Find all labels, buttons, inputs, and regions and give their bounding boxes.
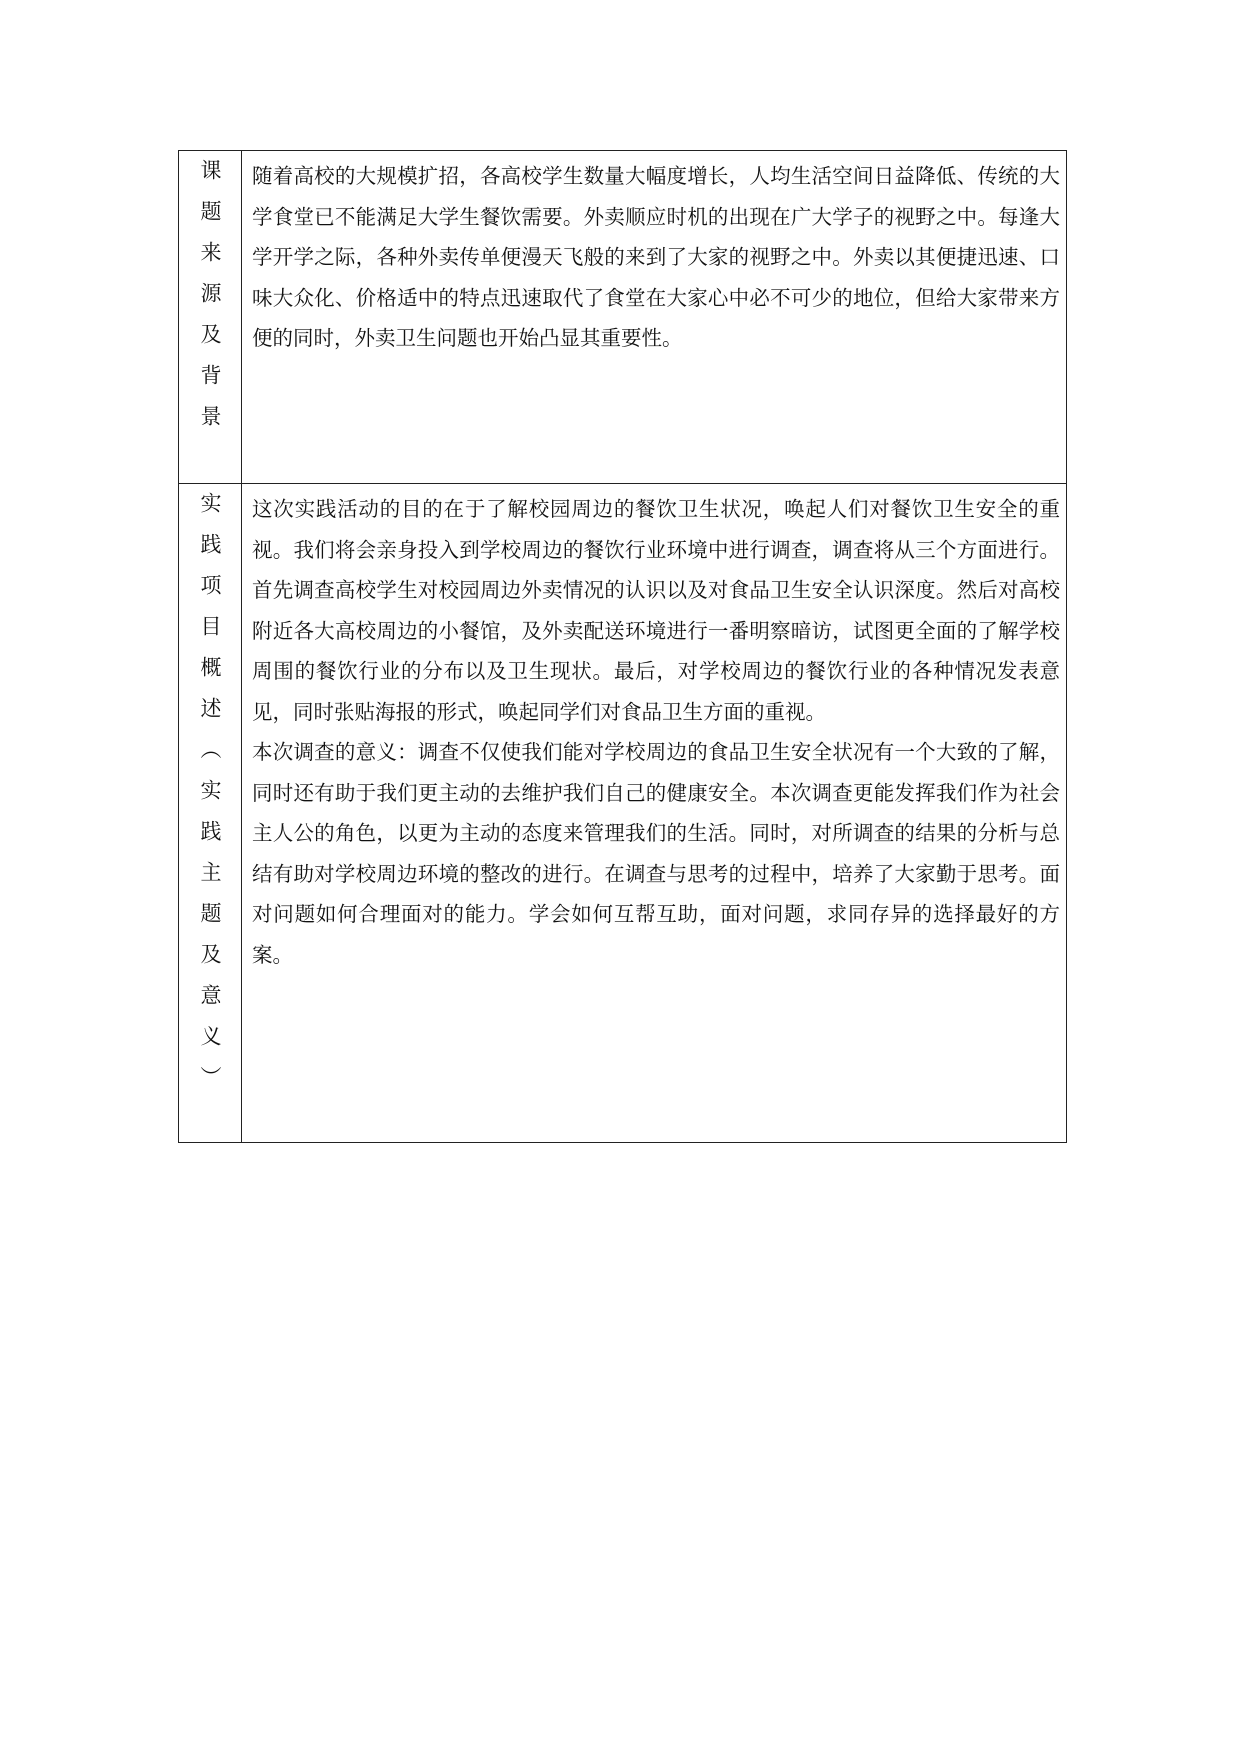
practice-label-cell (179, 484, 242, 1143)
background-row (179, 151, 1067, 484)
practice-purpose-text: 这次实践活动的目的在于了解校园周边的餐饮卫生状况，唤起人们对餐饮卫生安全的重视。我们将会亲身投入到学校周边的餐饮行业环境中进行调查，调查将从三个方面进行。首先调查高校学生对校园周边外卖情况的认识以及对食品卫生安全认识深度。然后对高校附近各大高校周边的小餐馆，及外卖配送环境进行一番明察暗访，试图更全面的了解学校周围的餐饮行业的分布以及卫生现状。最后，对学校周边的餐饮行业的各种情况发表意见，同时张贴海报的形式，唤起同学们对食品卫生方面的重视。 (252, 497, 1060, 724)
practice-label: 实践项目概述（实践主题及意义） (198, 492, 222, 1107)
practice-significance-text: 本次调查的意义：调查不仅使我们能对学校周边的食品卫生安全状况有一个大致的了解，同时还有助于我们更主动的去维护我们自己的健康安全。本次调查更能发挥我们作为社会主人公的角色，以更为主动的态度来管理我们的生活。同时，对所调查的结果的分析与总结有助对学校周边环境的整改的进行。在调查与思考的过程中，培养了大家勤于思考。面对问题如何合理面对的能力。学会如何互帮互助，面对问题，求同存异的选择最好的方案。 (252, 740, 1060, 967)
practice-content-cell (242, 484, 1067, 1143)
practice-overview-row (179, 484, 1067, 1143)
background-label: 课题来源及背景 (198, 159, 222, 446)
project-info-table (178, 150, 1067, 1143)
background-label-cell (179, 151, 242, 484)
background-content-cell (242, 151, 1067, 484)
background-text: 随着高校的大规模扩招，各高校学生数量大幅度增长，人均生活空间日益降低、传统的大学食堂已不能满足大学生餐饮需要。外卖顺应时机的出现在广大学子的视野之中。每逢大学开学之际，各种外卖传单便漫天飞般的来到了大家的视野之中。外卖以其便捷迅速、口味大众化、价格适中的特点迅速取代了食堂在大家心中必不可少的地位，但给大家带来方便的同时，外卖卫生问题也开始凸显其重要性。 (252, 164, 1060, 350)
